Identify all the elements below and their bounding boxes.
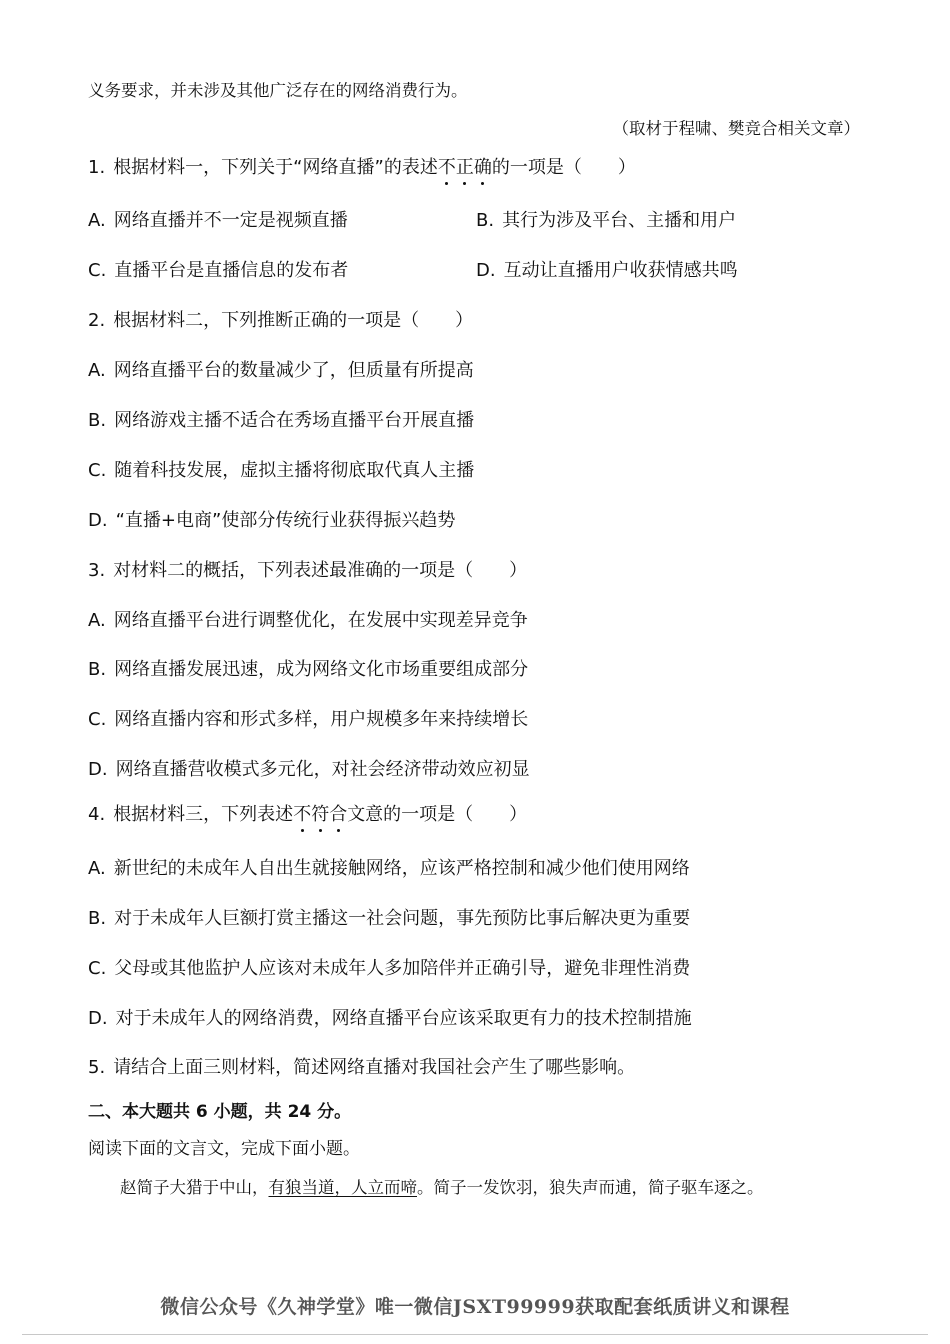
question-1-option-a: A. 网络直播并不一定是视频直播 (88, 210, 348, 231)
question-1-stem: 1. 根据材料一，下列关于“网络直播”的表述不正确的一项是（ ） (88, 157, 636, 178)
question-1-option-b: B. 其行为涉及平台、主播和用户 (476, 210, 737, 231)
question-number: 3. (88, 560, 106, 581)
emphasis-char: 合 (329, 804, 348, 825)
footer-watermark: 微信公众号《久神学堂》唯一微信JSXT99999获取配套纸质讲义和课程 (160, 1296, 790, 1318)
passage-source: （取材于程啸、樊竞合相关文章） (612, 119, 860, 138)
passage-continued-line: 义务要求，并未涉及其他广泛存在的网络消费行为。 (88, 81, 468, 100)
question-3-stem: 3. 对材料二的概括，下列表述最准确的一项是（ ） (88, 560, 528, 581)
question-2-stem: 2. 根据材料二，下列推断正确的一项是（ ） (88, 310, 474, 331)
question-1-option-c: C. 直播平台是直播信息的发布者 (88, 260, 349, 281)
question-2-option-d: D. “直播+电商”使部分传统行业获得振兴趋势 (88, 510, 456, 531)
question-number: 1. (88, 157, 106, 178)
question-3-option-d: D. 网络直播营收模式多元化，对社会经济带动效应初显 (88, 759, 530, 780)
question-4-option-d: D. 对于未成年人的网络消费，网络直播平台应该采取更有力的技术控制措施 (88, 1008, 692, 1029)
emphasis-char: 不 (437, 157, 456, 178)
section-instruction: 阅读下面的文言文，完成下面小题。 (88, 1139, 360, 1159)
question-3-option-c: C. 网络直播内容和形式多样，用户规模多年来持续增长 (88, 709, 529, 730)
question-4-stem: 4. 根据材料三，下列表述不符合文意的一项是（ ） (88, 804, 528, 825)
bottom-divider (22, 1334, 928, 1335)
question-3-option-b: B. 网络直播发展迅速，成为网络文化市场重要组成部分 (88, 659, 529, 680)
question-number: 4. (88, 804, 106, 825)
question-5-stem: 5. 请结合上面三则材料，简述网络直播对我国社会产生了哪些影响。 (88, 1057, 636, 1078)
question-3-option-a: A. 网络直播平台进行调整优化，在发展中实现差异竞争 (88, 610, 528, 631)
emphasis-char: 不 (293, 804, 312, 825)
section-heading: 二、本大题共 6 小题，共 24 分。 (88, 1102, 352, 1122)
emphasis-char: 正 (455, 157, 474, 178)
question-2-option-a: A. 网络直播平台的数量减少了，但质量有所提高 (88, 360, 474, 381)
question-number: 2. (88, 310, 106, 331)
question-1-option-d: D. 互动让直播用户收获情感共鸣 (476, 260, 738, 281)
underlined-phrase: 有狼当道，人立而啼 (268, 1178, 417, 1197)
question-4-option-a: A. 新世纪的未成年人自出生就接触网络，应该严格控制和减少他们使用网络 (88, 858, 690, 879)
emphasis-char: 确 (473, 157, 492, 178)
question-2-option-c: C. 随着科技发展，虚拟主播将彻底取代真人主播 (88, 460, 475, 481)
emphasis-char: 符 (311, 804, 330, 825)
classical-text-line: 赵简子大猎于中山，有狼当道，人立而啼。简子一发饮羽，狼失声而逋，简子驱车逐之。 (120, 1178, 764, 1197)
question-4-option-c: C. 父母或其他监护人应该对未成年人多加陪伴并正确引导，避免非理性消费 (88, 958, 691, 979)
question-4-option-b: B. 对于未成年人巨额打赏主播这一社会问题，事先预防比事后解决更为重要 (88, 908, 691, 929)
question-number: 5. (88, 1057, 106, 1078)
question-2-option-b: B. 网络游戏主播不适合在秀场直播平台开展直播 (88, 410, 475, 431)
